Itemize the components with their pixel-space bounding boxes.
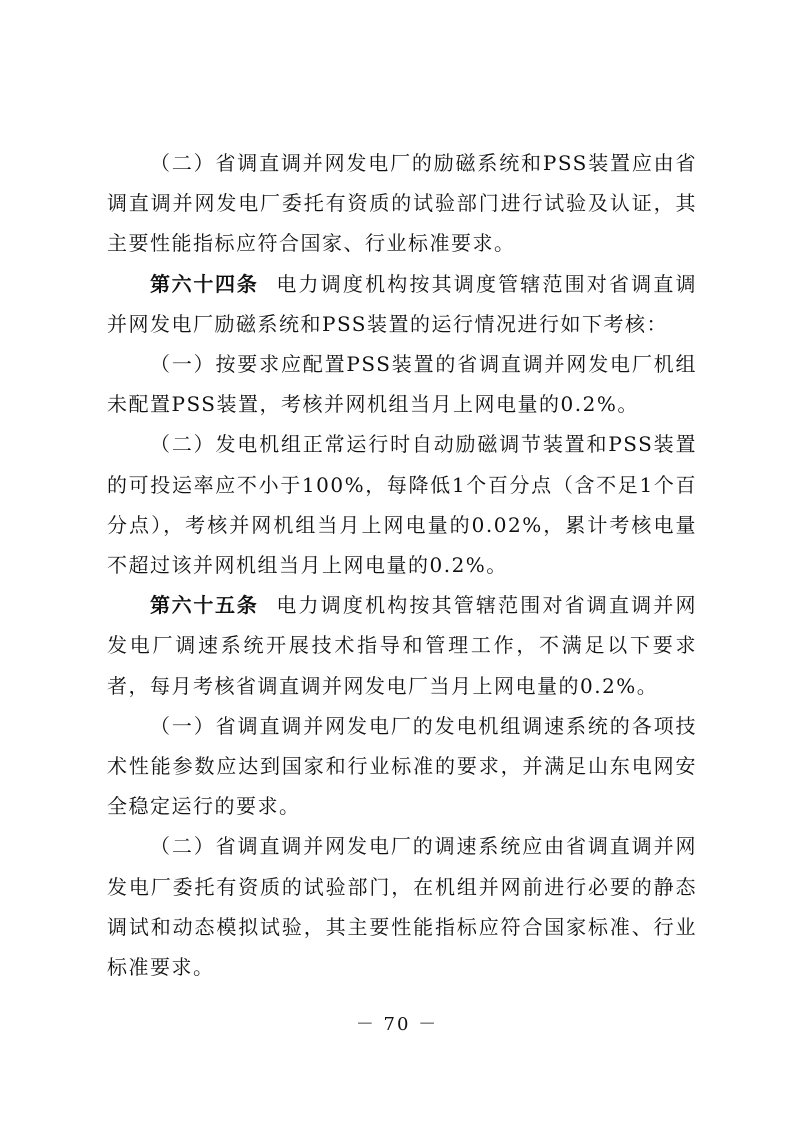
paragraph xyxy=(107,706,697,827)
paragraph-text: 电力调度机构按其管辖范围对省调直调并网发电厂调速系统开展技术指导和管理工作，不满足以下要求者，每月考核省调直调并网发电厂当月上网电量的0.2%。 xyxy=(107,593,698,698)
document-body xyxy=(107,143,697,987)
paragraph xyxy=(107,424,697,585)
paragraph-text: （二）省调直调并网发电厂的励磁系统和PSS装置应由省调直调并网发电厂委托有资质的试验部门进行试验及认证，其主要性能指标应符合国家、行业标准要求。 xyxy=(107,151,697,256)
paragraph xyxy=(107,344,697,424)
article-heading: 第六十五条 xyxy=(150,593,259,618)
article-paragraph xyxy=(107,585,697,706)
paragraph-text: （一）省调直调并网发电厂的发电机组调速系统的各项技术性能参数应达到国家和行业标准的要求，并满足山东电网安全稳定运行的要求。 xyxy=(107,713,697,819)
paragraph xyxy=(107,826,697,987)
paragraph xyxy=(107,143,697,264)
paragraph-text: （一）按要求应配置PSS装置的省调直调并网发电厂机组未配置PSS装置，考核并网机组当月上网电量的0.2%。 xyxy=(107,352,697,417)
page-number: － 70 － xyxy=(355,1014,439,1035)
article-paragraph xyxy=(107,264,697,344)
paragraph-text: （二）省调直调并网发电厂的调速系统应由省调直调并网发电厂委托有资质的试验部门，在机组并网前进行必要的静态调试和动态模拟试验，其主要性能指标应符合国家标准、行业标准要求。 xyxy=(107,834,697,980)
paragraph-text: （二）发电机组正常运行时自动励磁调节装置和PSS装置的可投运率应不小于100%，每降低1个百分点（含不足1个百分点），考核并网机组当月上网电量的0.02%，累计考核电量不超过该并网机组当月上网电量的0.2%。 xyxy=(107,432,697,578)
article-heading: 第六十四条 xyxy=(150,271,259,296)
paragraph-text: 电力调度机构按其调度管辖范围对省调直调并网发电厂励磁系统和PSS装置的运行情况进行如下考核： xyxy=(107,271,698,336)
